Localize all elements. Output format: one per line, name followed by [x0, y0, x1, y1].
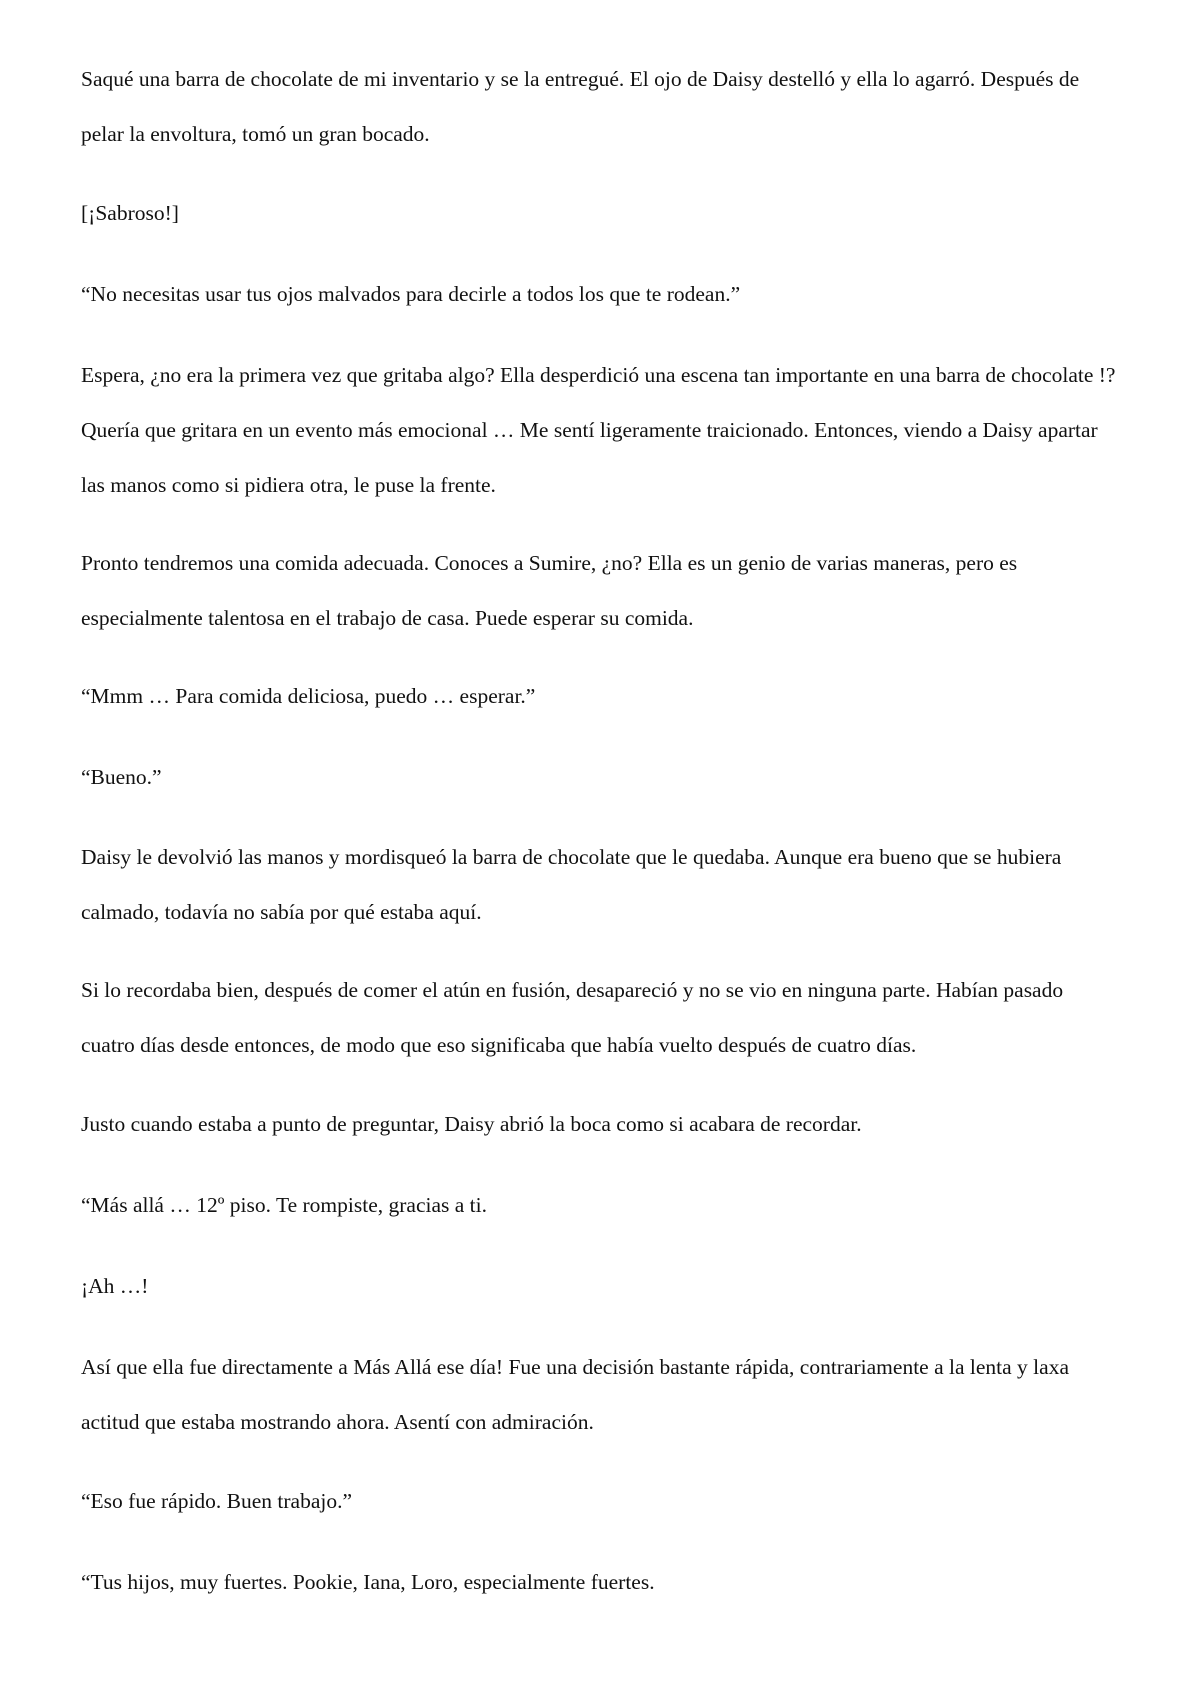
paragraph-11: “Más allá … 12º piso. Te rompiste, gracias a ti.	[81, 1193, 488, 1217]
paragraph-6: “Mmm … Para comida deliciosa, puedo … esperar.”	[81, 684, 536, 708]
paragraph-15: “Tus hijos, muy fuertes. Pookie, Iana, Loro, especialmente fuertes.	[81, 1570, 655, 1594]
paragraph-5: Pronto tendremos una comida adecuada. Conoces a Sumire, ¿no? Ella es un genio de varias maneras, pero es especialmente talentosa en el trabajo de casa. Puede esperar su comida.	[81, 551, 1018, 630]
paragraph-10: Justo cuando estaba a punto de preguntar, Daisy abrió la boca como si acabara de recordar.	[81, 1112, 862, 1136]
paragraph-12: ¡Ah …!	[81, 1274, 149, 1298]
paragraph-13: Así que ella fue directamente a Más Allá ese día! Fue una decisión bastante rápida, contrariamente a la lenta y laxa actitud que estaba mostrando ahora. Asentí con admiración.	[81, 1355, 1069, 1434]
paragraph-3: “No necesitas usar tus ojos malvados para decirle a todos los que te rodean.”	[81, 282, 741, 306]
paragraph-4: Espera, ¿no era la primera vez que gritaba algo? Ella desperdició una escena tan importante en una barra de chocolate !? Quería que gritara en un evento más emocional … Me sentí ligeramente traicionado. Entonces, viendo a Daisy apartar las manos como si pidiera otra, le puse la frente.	[81, 363, 1116, 497]
paragraph-8: Daisy le devolvió las manos y mordisqueó la barra de chocolate que le quedaba. Aunque era bueno que se hubiera calmado, todavía no sabía por qué estaba aquí.	[81, 845, 1062, 924]
paragraph-14: “Eso fue rápido. Buen trabajo.”	[81, 1489, 353, 1513]
paragraph-7: “Bueno.”	[81, 765, 162, 789]
paragraph-1: Saqué una barra de chocolate de mi inventario y se la entregué. El ojo de Daisy destelló y ella lo agarró. Después de pelar la envoltura, tomó un gran bocado.	[81, 67, 1080, 146]
paragraph-9: Si lo recordaba bien, después de comer el atún en fusión, desapareció y no se vio en ninguna parte. Habían pasado cuatro días desde entonces, de modo que eso significaba que había vuelto después de cuatro días.	[81, 978, 1064, 1057]
paragraph-2: [¡Sabroso!]	[81, 201, 179, 225]
